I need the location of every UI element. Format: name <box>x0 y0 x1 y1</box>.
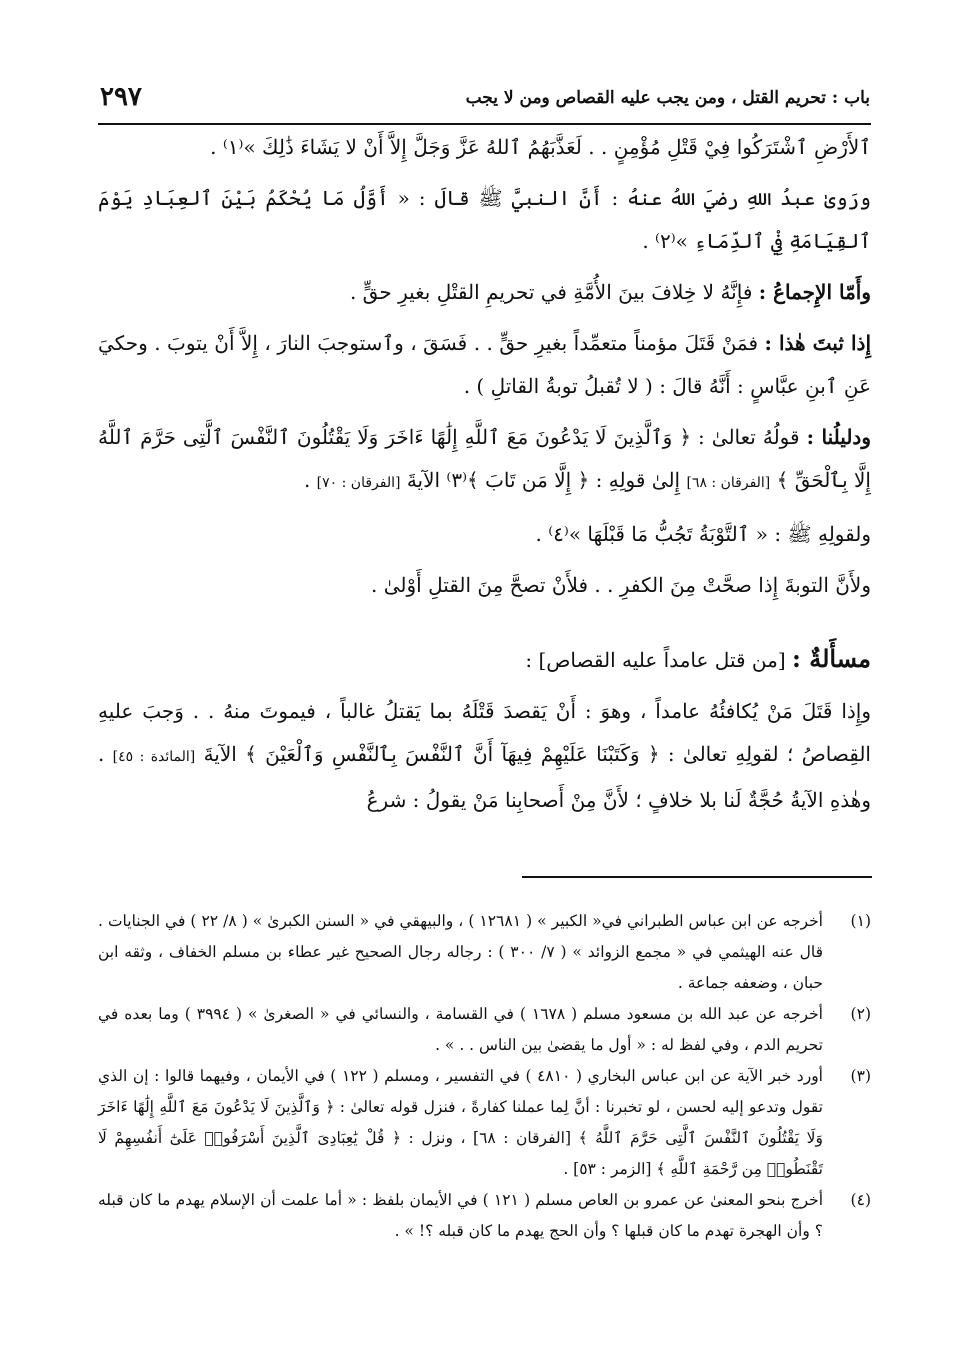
footnote-number: (٤) <box>850 1191 871 1209</box>
evidence-verse-2: إِلىٰ قولِهِ : ﴿ إِلَّا مَن تَابَ ﴾⁽٣⁾ الآيةَ <box>406 468 681 492</box>
evidence-lead: ودليلُنا : <box>806 425 871 449</box>
masala-heading <box>98 637 871 682</box>
footnote-text: أخرجه عن ابن عباس الطبراني في« الكبير » ( ١٢٦٨١ ) ، والبيهقي في « السنن الكبرىٰ » ( ٨/ ٢٢ ) في الجنايات . قال عنه الهيثمي في « مجمع الزوائد » ( ٧/ ٣٠٠ ) : رجاله رجال الصحيح غير عطاء بن مسلم الخفاف ، وثقه ابن حبان ، وضعفه جماعة . <box>98 912 823 992</box>
evidence-verse-1: قولُهُ تعالىٰ : ﴿ وَٱلَّذِينَ لَا يَدْعُونَ مَعَ ٱللَّهِ إِلَٰهًا ءَاخَرَ وَلَا يَقْتُلُونَ ٱلنَّفْسَ ٱلَّتِى حَرَّمَ ٱللَّهُ إِلَّا بِٱلْحَقِّ ﴾ <box>98 425 871 492</box>
paragraph-8 <box>98 690 871 822</box>
verse-ref-1: [الفرقان : ٦٨] <box>686 475 771 491</box>
masala-title: [من قتل عامداً عليه القصاص] : <box>525 648 786 672</box>
paragraph-4 <box>98 322 871 408</box>
footnotes <box>98 906 871 1247</box>
paragraph-1: ٱلأَرْضِ ٱشْتَرَكُوا فِيْ قَتْلِ مُؤْمِنٍ . . لَعَذَّبَهُمُ ٱللهُ عَزَّ وَجَلَّ إِلاَّ أَنْ لا يَشَاءَ ذَٰلِكَ »⁽١⁾ . <box>210 135 871 159</box>
evidence-end: . <box>303 468 311 492</box>
chapter-title: باب : تحريم القتل ، ومن يجب عليه القصاص ومن لا يجب <box>465 88 870 108</box>
paragraph-5 <box>98 416 871 505</box>
paragraph-7: ولأَنَّ التوبةَ إِذا صحَّتْ مِنَ الكفرِ . . فلأَنْ تصحَّ مِنَ القتلِ أَوْلىٰ . <box>371 573 871 597</box>
masala-label: مسأَلةٌ : <box>792 644 871 673</box>
footnote-1 <box>98 906 871 999</box>
header-rule <box>98 123 871 125</box>
main-text <box>98 126 871 822</box>
footnote-number: (٢) <box>850 1005 871 1023</box>
paragraph-2: ورَوىٰ عبدُ اللهِ رضيَ اللهُ عنهُ : أَنَّ النبيَّ ﷺ قالَ : « أَوَّلُ مَا يُحْكَمُ بَيْنَ ٱلعِبَادِ يَوْمَ ٱلقِيَامَةِ فِيْ ٱلدِّمَاءِ »⁽٢⁾ . <box>98 186 871 253</box>
if-proven-lead: إِذا ثبتَ هٰذا : <box>764 331 872 355</box>
footnote-3 <box>98 1061 871 1185</box>
page-number: ٢٩٧ <box>100 82 142 112</box>
footnote-number: (٣) <box>850 1067 871 1085</box>
qisas-text-2: . وهٰذهِ الآيةُ حُجَّةٌ لَنا بلا خلافٍ ؛ لأَنَّ مِنْ أَصحابِنا مَنْ يقولُ : شرعُ <box>98 742 871 812</box>
verse-ref-3: [المائدة : ٤٥] <box>112 749 196 765</box>
qisas-text-1: وإِذا قَتَلَ مَنْ يُكافئُهُ عامداً ، وهوَ : أَنْ يَقصدَ قَتْلَهُ بما يَقتلُ غالباً ، فيموتَ منهُ . . وَجبَ عليهِ القِصاصُ ؛ لقولِهِ تعالىٰ : ﴿ وَكَتَبْنَا عَلَيْهِمْ فِيهَآ أَنَّ ٱلنَّفْسَ بِٱلنَّفْسِ وَٱلْعَيْنَ ﴾ الآيةَ <box>98 699 871 766</box>
paragraph-3 <box>98 271 871 314</box>
running-header <box>100 82 870 120</box>
ijma-lead: وأَمّا الإِجماعُ : <box>758 280 871 304</box>
footnote-number: (١) <box>850 912 871 930</box>
ijma-text: فإِنَّهُ لا خِلافَ بينَ الأُمَّةِ في تحريمِ القتْلِ بغيرِ حقٍّ . <box>349 280 753 304</box>
paragraph-6: ولقولِهِ ﷺ : « ٱلتَّوْبَةُ تَجُبُّ مَا قَبْلَهَا »⁽٤⁾ . <box>535 522 871 546</box>
footnote-4 <box>98 1185 871 1247</box>
footnote-text: أورد خبر الآية عن ابن عباس البخاري ( ٤٨١٠ ) في التفسير ، ومسلم ( ١٢٢ ) في الأيمان ، وفيهما قالوا : إن الذي تقول وتدعو إليه لحسن ، لو تخبرنا : أنَّ لِما عملنا كفارةً ، فنزل قوله تعالىٰ : ﴿ وَٱلَّذِينَ لَا يَدْعُونَ مَعَ ٱللَّهِ إِلَٰهًا ءَاخَرَ وَلَا يَقْتُلُونَ ٱلنَّفْسَ ٱلَّتِى حَرَّمَ ٱللَّهُ ﴾ [الفرقان : ٦٨] ، ونزل : ﴿ قُلْ يَٰعِبَادِىَ ٱلَّذِينَ أَسْرَفُوا۟ عَلَىٰٓ أَنفُسِهِمْ لَا تَقْنَطُوا۟ مِن رَّحْمَةِ ٱللَّهِ ﴾ [الزمر : ٥٣] . <box>98 1067 823 1178</box>
verse-ref-2: [الفرقان : ٧٠] <box>316 475 401 491</box>
footnote-text: أخرجه عن عبد الله بن مسعود مسلم ( ١٦٧٨ ) في القسامة ، والنسائي في « الصغرىٰ » ( ٣٩٩٤ ) وما بعده في تحريم الدم ، وفي لفظ له : « أول ما يقضىٰ بين الناس . . » . <box>98 1005 823 1054</box>
footnote-rule <box>522 876 872 878</box>
if-proven-text: فمَنْ قَتَلَ مؤمناً متعمِّداً بغيرِ حقٍّ . . فَسَقَ ، وٱستوجبَ النارَ ، إِلاَّ أَنْ يتوبَ . وحكيَ عَنِ ٱبنِ عبَّاسٍ : أَنَّهُ قالَ : ( لا تُقبلُ توبةُ القاتلِ ) . <box>98 331 871 398</box>
footnote-text: أخرج بنحو المعنىٰ عن عمرو بن العاص مسلم ( ١٢١ ) في الأيمان بلفظ : « أما علمت أن الإسلام يهدم ما كان قبله ؟ وأن الهجرة تهدم ما كان قبلها ؟ وأن الحج يهدم ما كان قبله ؟! » . <box>98 1191 824 1240</box>
footnote-2 <box>98 999 871 1061</box>
